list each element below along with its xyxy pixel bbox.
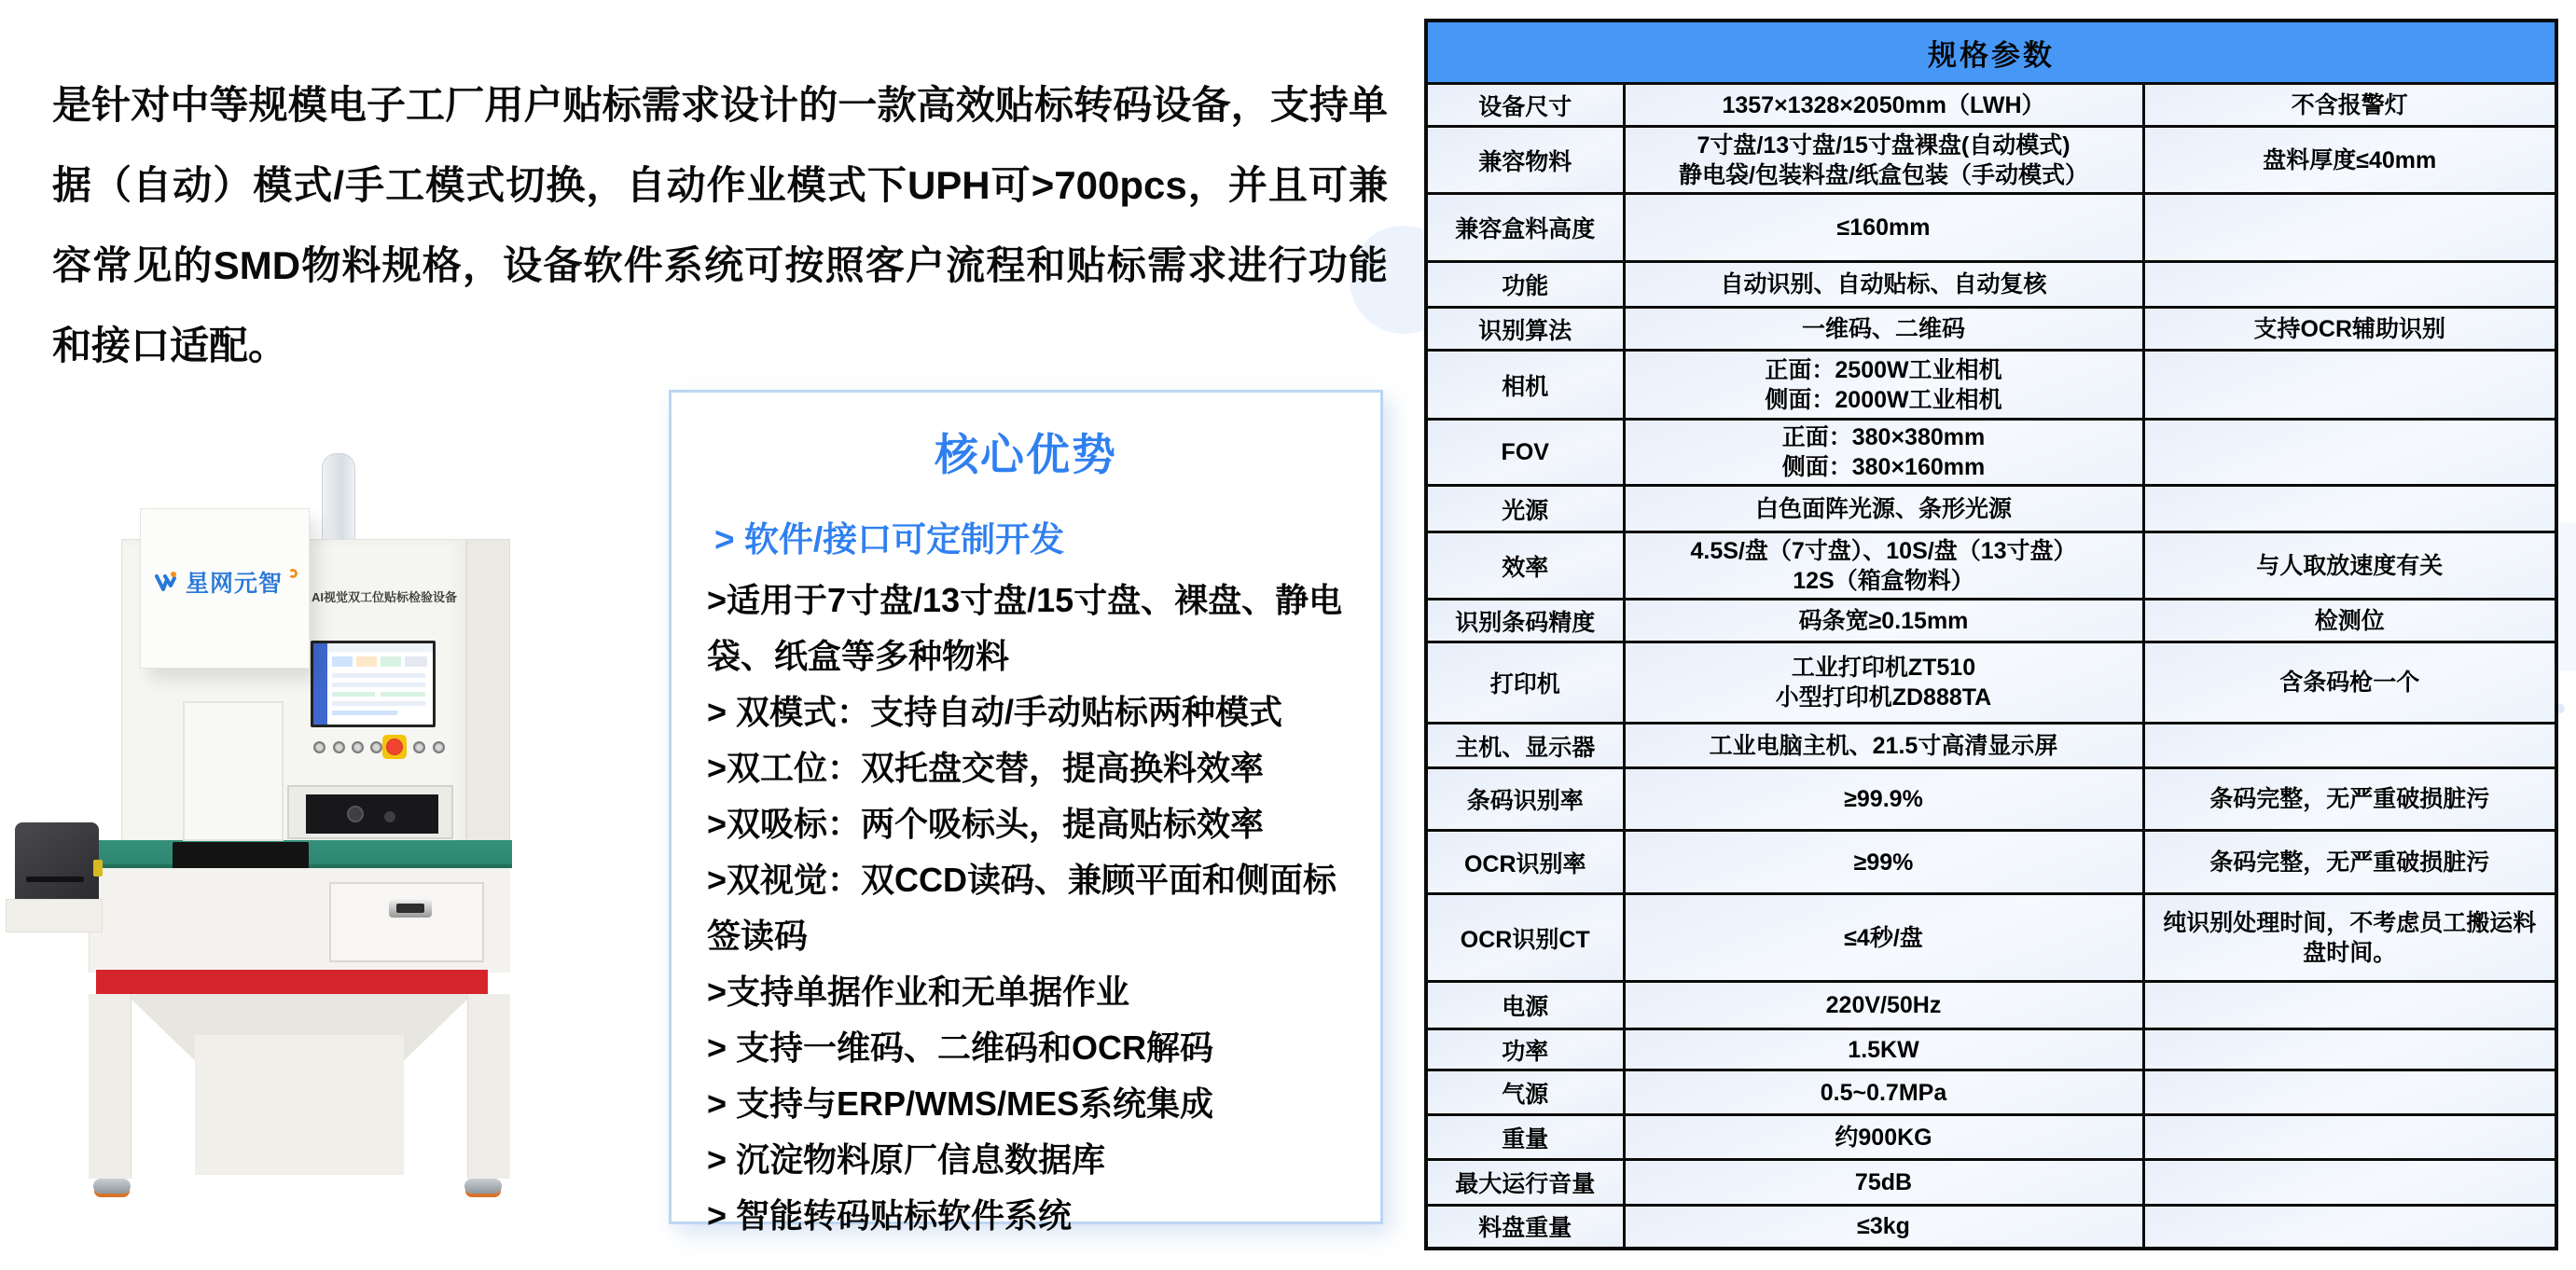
logo-panel	[140, 508, 310, 669]
spec-label-cell: 兼容物料	[1426, 127, 1624, 194]
spec-row	[1426, 894, 2556, 982]
brand-logo-icon	[154, 571, 180, 593]
spec-value-cell: 75dB	[1624, 1160, 2143, 1206]
spec-note-cell	[2143, 1115, 2556, 1160]
spec-note-cell: 支持OCR辅助识别	[2143, 308, 2556, 351]
monitor-screen	[332, 683, 425, 687]
emergency-stop-button	[382, 735, 407, 759]
monitor-screen	[332, 673, 425, 678]
control-knob-icon	[433, 741, 445, 753]
advantage-item: > 智能转码贴标软件系统	[707, 1196, 1073, 1235]
spec-note-cell	[2143, 1029, 2556, 1070]
spec-note-cell	[2143, 982, 2556, 1029]
spec-label-cell: 气源	[1426, 1070, 1624, 1115]
spec-value-cell: ≤3kg	[1624, 1206, 2143, 1249]
spec-value-cell: 码条宽≥0.15mm	[1624, 600, 2143, 642]
intro-paragraph: 是针对中等规模电子工厂用户贴标需求设计的一款高效贴标转码设备，支持单据（自动）模式/手工模式切换，自动作业模式下UPH可>700pcs，并且可兼容常见的SMD物料规格，设备软件系统可按照客户流程和贴标需求进行功能和接口适配。	[52, 83, 1388, 367]
leveling-foot	[464, 1179, 502, 1194]
advantages-card	[669, 390, 1383, 1235]
spec-note-cell	[2143, 1070, 2556, 1115]
label-printer	[15, 822, 99, 903]
spec-value-cell: 正面：380×380mm 侧面：380×160mm	[1624, 420, 2143, 486]
spec-note-cell: 盘料厚度≤40mm	[2143, 127, 2556, 194]
spec-value-cell: 一维码、二维码	[1624, 308, 2143, 351]
cabinet-recess-back	[195, 1035, 404, 1175]
spec-row	[1426, 532, 2556, 600]
spec-label-cell: OCR识别CT	[1426, 894, 1624, 982]
spec-note-cell	[2143, 351, 2556, 420]
spec-row	[1426, 194, 2556, 262]
spec-label-cell: 料盘重量	[1426, 1206, 1624, 1249]
spec-note-cell: 条码完整，无严重破损脏污	[2143, 768, 2556, 831]
spec-note-cell: 含条码枪一个	[2143, 642, 2556, 724]
machine-leg	[467, 994, 510, 1179]
advantages-highlight: > 软件/接口可定制开发	[714, 520, 1065, 559]
machine-side-face	[466, 539, 510, 849]
advantage-item: > 支持与ERP/WMS/MES系统集成	[707, 1084, 1214, 1123]
control-knob-icon	[313, 741, 325, 753]
monitor-screen	[332, 711, 397, 715]
spec-note-cell: 检测位	[2143, 600, 2556, 642]
spec-row	[1426, 262, 2556, 308]
spec-value-cell: ≥99.9%	[1624, 768, 2143, 831]
spec-row	[1426, 1160, 2556, 1206]
spec-value-cell: ≤160mm	[1624, 194, 2143, 262]
mechanism-gear-icon	[347, 806, 364, 822]
spec-value-cell: 1357×1328×2050mm（LWH）	[1624, 84, 2143, 127]
drawer-handle	[389, 899, 432, 918]
mechanism-gear-icon	[384, 811, 395, 822]
printer-shelf	[6, 899, 103, 932]
spec-label-cell: 光源	[1426, 486, 1624, 532]
spec-label-cell: 条码识别率	[1426, 768, 1624, 831]
spec-label-cell: 重量	[1426, 1115, 1624, 1160]
advantage-item: >适用于7寸盘/13寸盘/15寸盘、裸盘、静电袋、纸盒等多种物料	[707, 581, 1343, 675]
spec-label-cell: 功率	[1426, 1029, 1624, 1070]
spec-row	[1426, 84, 2556, 127]
leveling-foot	[93, 1179, 131, 1194]
monitor-screen	[332, 656, 353, 667]
control-knob-icon	[352, 741, 364, 753]
spec-note-cell	[2143, 724, 2556, 768]
printer-latch	[93, 860, 103, 877]
spec-label-cell: 电源	[1426, 982, 1624, 1029]
spec-value-cell: 7寸盘/13寸盘/15寸盘裸盘(自动模式) 静电袋/包装料盘/纸盒包装（手动模式）	[1624, 127, 2143, 194]
spec-value-cell: 工业电脑主机、21.5寸高清显示屏	[1624, 724, 2143, 768]
spec-row	[1426, 1070, 2556, 1115]
advantage-item: > 双模式：支持自动/手动贴标两种模式	[707, 693, 1283, 731]
monitor-screen	[356, 656, 377, 667]
spec-label-cell: 最大运行音量	[1426, 1160, 1624, 1206]
spec-row	[1426, 768, 2556, 831]
spec-value-cell: 自动识别、自动贴标、自动复核	[1624, 262, 2143, 308]
spec-label-cell: 兼容盒料高度	[1426, 194, 1624, 262]
spec-value-cell: 工业打印机ZT510 小型打印机ZD888TA	[1624, 642, 2143, 724]
spec-row	[1426, 724, 2556, 768]
spec-label-cell: 主机、显示器	[1426, 724, 1624, 768]
spec-row	[1426, 420, 2556, 486]
advantage-item: >双吸标：两个吸标头，提高贴标效率	[707, 805, 1265, 843]
spec-label-cell: 效率	[1426, 532, 1624, 600]
monitor-screen	[381, 656, 401, 667]
signal-light-pole	[322, 453, 355, 543]
machine-panel-title: AI视觉双工位贴标检验设备	[311, 590, 457, 604]
spec-note-cell: 与人取放速度有关	[2143, 532, 2556, 600]
monitor-screen-topbar	[327, 643, 433, 652]
advantages-title: 核心优势	[935, 430, 1117, 479]
brand-logo-orange-accent-icon	[288, 569, 298, 578]
spec-value-cell: 0.5~0.7MPa	[1624, 1070, 2143, 1115]
spec-note-cell	[2143, 420, 2556, 486]
spec-table-body	[1426, 84, 2556, 1249]
spec-table-title: 规格参数	[1426, 21, 2556, 84]
spec-value-cell: 1.5KW	[1624, 1029, 2143, 1070]
spec-label-cell: OCR识别率	[1426, 831, 1624, 894]
spec-label-cell: FOV	[1426, 420, 1624, 486]
monitor-screen	[332, 701, 425, 706]
spec-table	[1424, 19, 2558, 1250]
spec-value-cell: 白色面阵光源、条形光源	[1624, 486, 2143, 532]
spec-row	[1426, 600, 2556, 642]
spec-value-cell: ≤4秒/盘	[1624, 894, 2143, 982]
cabinet-drawer	[329, 882, 484, 962]
spec-note-cell: 纯识别处理时间，不考虑员工搬运料盘时间。	[2143, 894, 2556, 982]
spec-row	[1426, 351, 2556, 420]
machine-photo	[0, 438, 634, 1240]
spec-note-cell	[2143, 194, 2556, 262]
monitor	[311, 641, 436, 727]
spec-label-cell: 相机	[1426, 351, 1624, 420]
machine-leg	[89, 994, 132, 1179]
monitor-screen	[332, 692, 375, 697]
spec-note-cell	[2143, 1206, 2556, 1249]
brand-logo	[154, 563, 298, 600]
spec-value-cell: ≥99%	[1624, 831, 2143, 894]
monitor-screen	[381, 692, 425, 697]
spec-label-cell: 功能	[1426, 262, 1624, 308]
advantage-item: >双视觉：双CCD读码、兼顾平面和侧面标签读码	[707, 861, 1337, 955]
spec-label-cell: 识别条码精度	[1426, 600, 1624, 642]
spec-table-header-row	[1426, 21, 2556, 84]
acrylic-window	[183, 701, 284, 841]
spec-row	[1426, 982, 2556, 1029]
spec-note-cell: 不含报警灯	[2143, 84, 2556, 127]
advantage-item: >双工位：双托盘交替，提高换料效率	[707, 749, 1265, 787]
spec-row	[1426, 642, 2556, 724]
control-knob-icon	[370, 741, 382, 753]
advantages-list	[707, 573, 1352, 1244]
monitor-screen	[405, 656, 427, 667]
spec-value-cell: 正面：2500W工业相机 侧面：2000W工业相机	[1624, 351, 2143, 420]
spec-value-cell: 4.5S/盘（7寸盘）、10S/盘（13寸盘） 12S（箱盒物料）	[1624, 532, 2143, 600]
spec-value-cell: 220V/50Hz	[1624, 982, 2143, 1029]
spec-label-cell: 设备尺寸	[1426, 84, 1624, 127]
monitor-screen-sidebar	[313, 643, 327, 725]
spec-note-cell	[2143, 1160, 2556, 1206]
spec-row	[1426, 831, 2556, 894]
spec-label-cell: 识别算法	[1426, 308, 1624, 351]
control-knob-icon	[333, 741, 345, 753]
red-stripe	[96, 970, 488, 994]
spec-row	[1426, 1115, 2556, 1160]
advantage-item: >支持单据作业和无单据作业	[707, 973, 1130, 1011]
spec-note-cell	[2143, 262, 2556, 308]
spec-row	[1426, 127, 2556, 194]
spec-row	[1426, 1206, 2556, 1249]
inspection-window	[287, 785, 453, 839]
inspection-window-glass	[306, 794, 438, 834]
spec-value-cell: 约900KG	[1624, 1115, 2143, 1160]
spec-label-cell: 打印机	[1426, 642, 1624, 724]
advantage-item: > 沉淀物料原厂信息数据库	[707, 1140, 1106, 1179]
brand-logo-text: 星网元智	[185, 571, 283, 597]
spec-row	[1426, 1029, 2556, 1070]
spec-note-cell: 条码完整，无严重破损脏污	[2143, 831, 2556, 894]
advantage-item: > 支持一维码、二维码和OCR解码	[707, 1028, 1214, 1067]
control-knob-icon	[413, 741, 425, 753]
spec-row	[1426, 486, 2556, 532]
spec-note-cell	[2143, 486, 2556, 532]
spec-row	[1426, 308, 2556, 351]
